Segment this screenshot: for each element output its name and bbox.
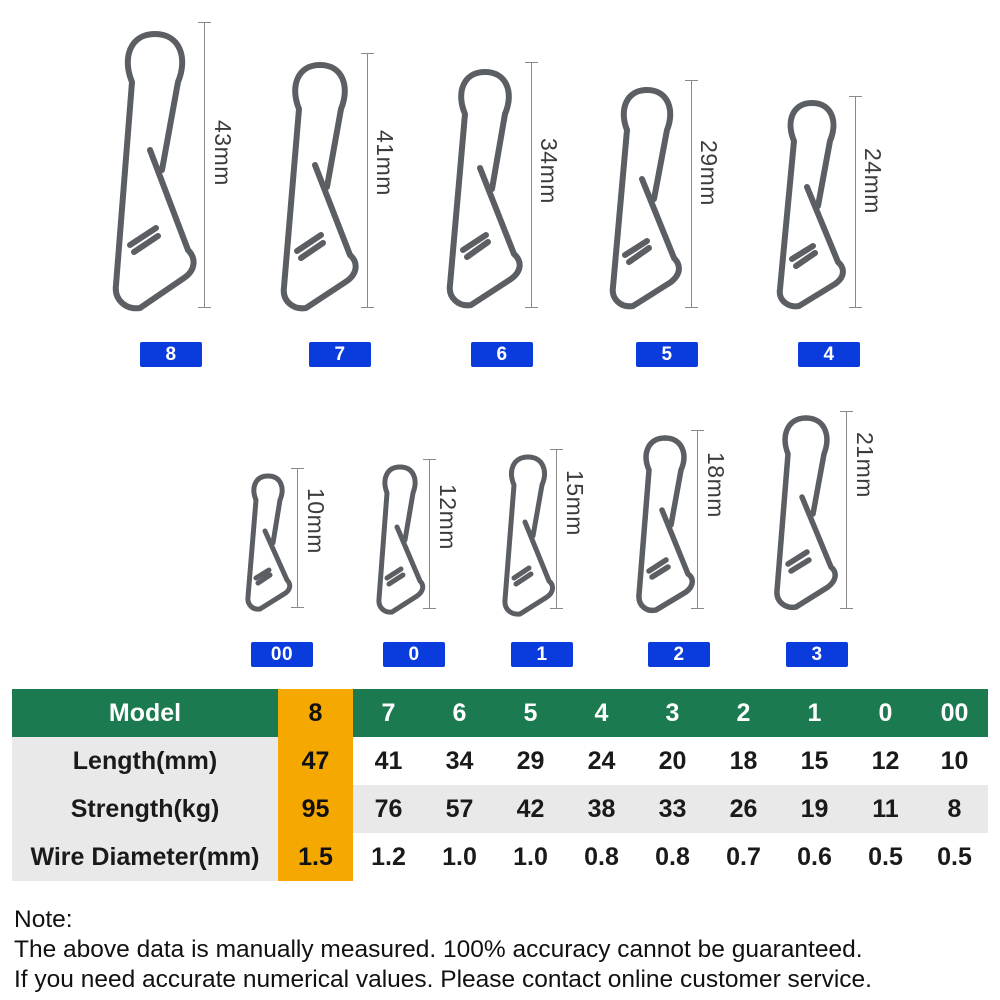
cell-model-1: 1 [779,689,850,737]
note-line-2: If you need accurate numerical values. Please contact online customer service. [14,966,872,993]
cell-strength-8: 95 [278,785,353,833]
model-tag-8: 8 [140,342,202,367]
dimension-line-5 [691,80,692,308]
cell-strength-2: 26 [708,785,779,833]
cell-length-7: 41 [353,737,424,785]
cell-wire-2: 0.7 [708,833,779,881]
table-row [12,785,988,833]
cell-length-0: 12 [850,737,921,785]
model-tag-6: 6 [471,342,533,367]
dimension-line-0 [429,459,430,609]
note-line-1: The above data is manually measured. 100% accuracy cannot be guaranteed. [14,936,863,963]
table-row [12,689,988,737]
cell-model-00: 00 [921,689,988,737]
cell-strength-3: 33 [637,785,708,833]
model-tag-7: 7 [309,342,371,367]
model-tag-2: 2 [648,642,710,667]
row-header-model: Model [12,689,278,737]
model-tag-0: 0 [383,642,445,667]
dimension-label-4: 24mm [860,148,886,214]
cell-strength-6: 57 [424,785,495,833]
cell-wire-8: 1.5 [278,833,353,881]
dimension-line-6 [531,62,532,308]
model-tag-5: 5 [636,342,698,367]
model-tag-00: 00 [251,642,313,667]
cell-model-2: 2 [708,689,779,737]
cell-strength-5: 42 [495,785,566,833]
note-block [14,905,994,995]
dimension-line-1 [556,449,557,609]
snap-clip-8 [100,20,210,320]
cell-length-8: 47 [278,737,353,785]
cell-length-00: 10 [921,737,988,785]
dimension-label-7: 41mm [372,130,398,196]
cell-length-2: 18 [708,737,779,785]
cell-wire-00: 0.5 [921,833,988,881]
row-header-length: Length(mm) [12,737,278,785]
dimension-label-5: 29mm [696,140,722,206]
cell-length-3: 20 [637,737,708,785]
cell-strength-1: 19 [779,785,850,833]
cell-wire-3: 0.8 [637,833,708,881]
cell-model-8: 8 [278,689,353,737]
cell-strength-0: 11 [850,785,921,833]
cell-model-0: 0 [850,689,921,737]
cell-wire-5: 1.0 [495,833,566,881]
cell-wire-0: 0.5 [850,833,921,881]
snap-clip-2 [628,428,706,624]
cell-model-4: 4 [566,689,637,737]
cell-model-5: 5 [495,689,566,737]
dimension-line-2 [697,430,698,609]
dimension-label-0: 12mm [435,484,461,550]
model-tag-1: 1 [511,642,573,667]
snap-clip-6 [437,60,537,320]
dimension-label-1: 15mm [562,470,588,536]
row-header-strength: Strength(kg) [12,785,278,833]
cell-length-6: 34 [424,737,495,785]
table-row [12,737,988,785]
cell-wire-4: 0.8 [566,833,637,881]
cell-wire-1: 0.6 [779,833,850,881]
dimension-label-2: 18mm [703,452,729,518]
cell-strength-00: 8 [921,785,988,833]
dimension-line-00 [297,468,298,608]
note-title: Note: [14,906,73,933]
snap-clip-00 [240,466,300,621]
snap-clip-7 [270,52,375,322]
snap-clip-0 [370,457,434,625]
model-tag-3: 3 [786,642,848,667]
dimension-label-6: 34mm [536,138,562,204]
cell-length-5: 29 [495,737,566,785]
cell-length-4: 24 [566,737,637,785]
table-row [12,833,988,881]
dimension-line-7 [367,53,368,308]
dimension-line-3 [846,411,847,609]
dimension-line-8 [204,22,205,308]
snap-clip-4 [768,92,860,320]
cell-strength-7: 76 [353,785,424,833]
snap-clip-1 [495,447,565,627]
cell-strength-4: 38 [566,785,637,833]
cell-wire-7: 1.2 [353,833,424,881]
cell-wire-6: 1.0 [424,833,495,881]
snap-clip-5 [600,78,698,320]
model-tag-4: 4 [798,342,860,367]
specification-table [12,689,988,881]
dimension-label-8: 43mm [210,120,236,186]
dimension-line-4 [855,96,856,308]
dimension-label-3: 21mm [852,432,878,498]
row-header-wire-diameter: Wire Diameter(mm) [12,833,278,881]
cell-model-3: 3 [637,689,708,737]
cell-length-1: 15 [779,737,850,785]
dimension-label-00: 10mm [303,488,329,554]
cell-model-7: 7 [353,689,424,737]
snap-clip-3 [765,408,851,622]
cell-model-6: 6 [424,689,495,737]
